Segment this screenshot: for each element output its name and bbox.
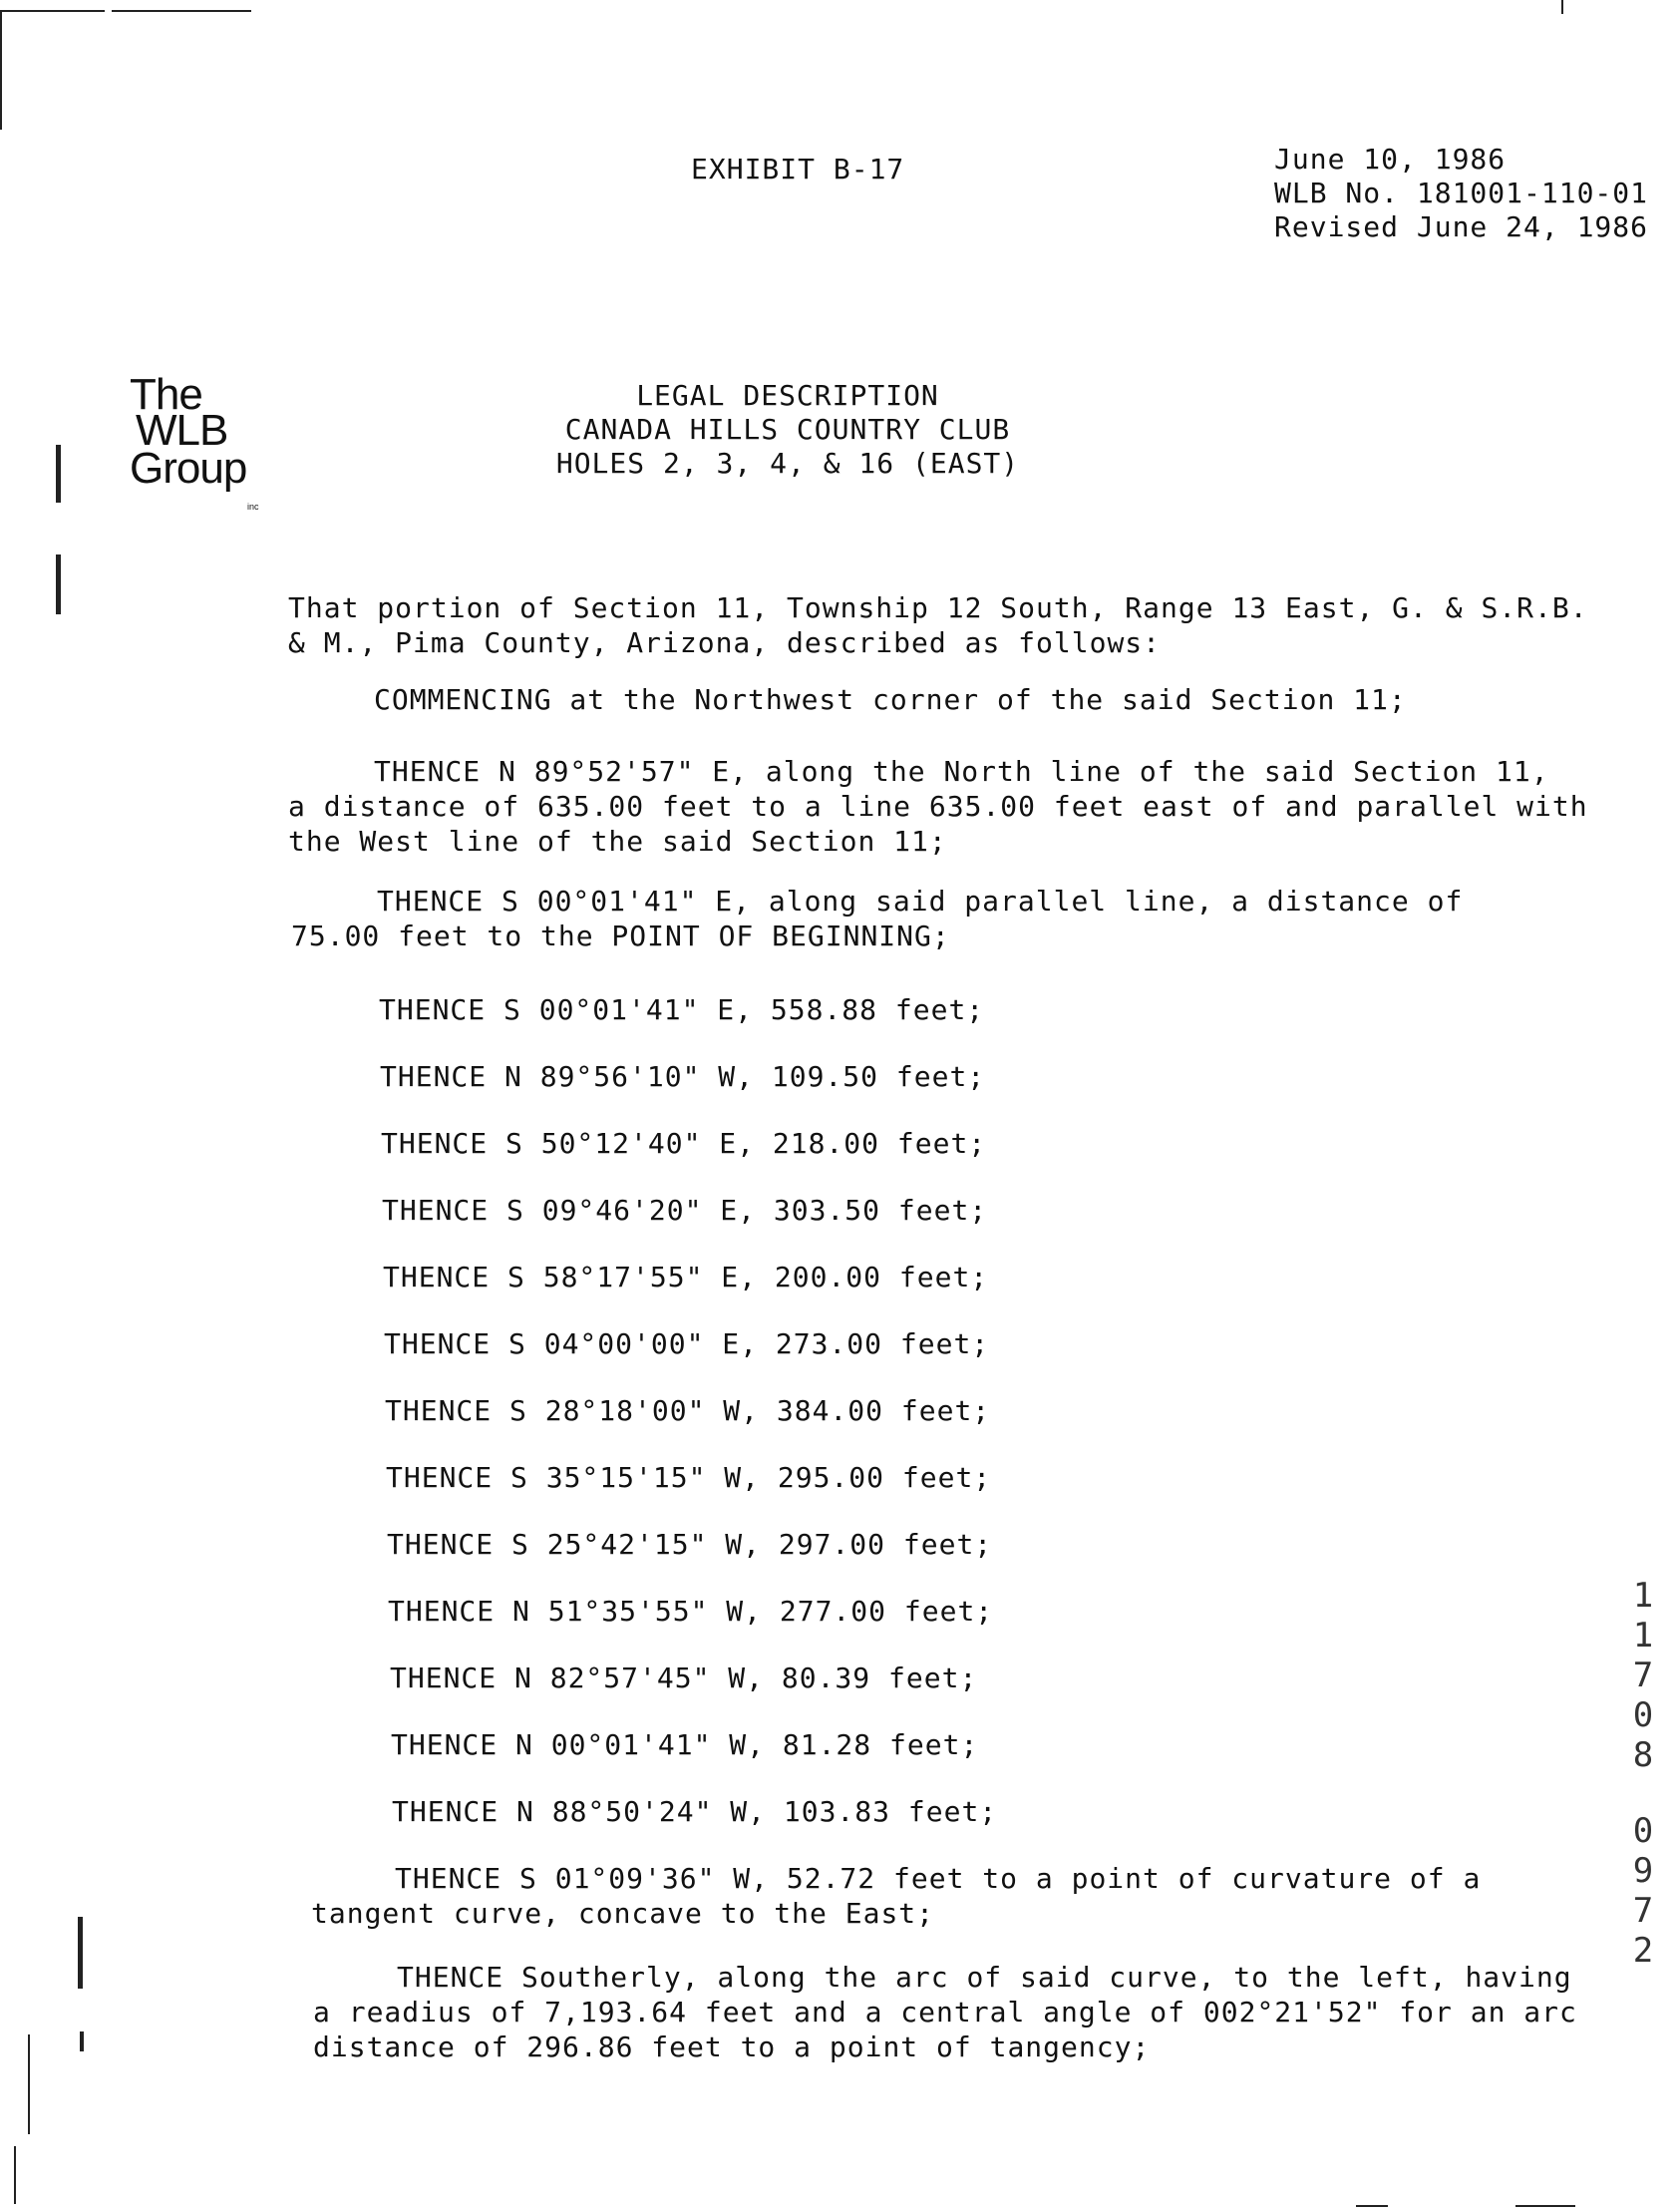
intro-line-2: & M., Pima County, Arizona, described as follows:	[288, 626, 1162, 659]
call-line: THENCE S 58°17'55" E, 200.00 feet;	[383, 1261, 989, 1293]
recording-stamp	[1623, 1576, 1663, 1971]
call-line: THENCE S 50°12'40" E, 218.00 feet;	[381, 1127, 987, 1160]
scan-border-top-right	[1561, 0, 1563, 14]
pob-line-2: 75.00 feet to the POINT OF BEGINNING;	[291, 920, 950, 952]
title-line-1: LEGAL DESCRIPTION	[636, 379, 939, 412]
scan-mark-left-2	[56, 554, 61, 614]
arc-line-3: distance of 296.86 feet to a point of tangency;	[313, 2030, 1151, 2063]
revised-date: Revised June 24, 1986	[1274, 210, 1649, 243]
document-title	[538, 379, 1037, 481]
stamp-digit: 0	[1632, 1811, 1654, 1851]
curve-point-paragraph	[311, 1861, 1481, 1931]
stamp-digit: 8	[1632, 1735, 1654, 1775]
wlb-group-logo	[128, 370, 297, 512]
call-line: THENCE N 51°35'55" W, 277.00 feet;	[388, 1595, 994, 1628]
call-line: THENCE N 89°56'10" W, 109.50 feet;	[380, 1060, 986, 1093]
call-line: THENCE S 09°46'20" E, 303.50 feet;	[382, 1194, 988, 1227]
stamp-digit: 1	[1632, 1616, 1654, 1656]
logo-line-wlb: WLB	[136, 406, 228, 455]
scan-mark-bottom-2	[1515, 2205, 1575, 2207]
logo-line-group: Group	[130, 444, 247, 493]
intro-line-1: That portion of Section 11, Township 12 South, Range 13 East, G. & S.R.B.	[288, 591, 1588, 624]
commencing-paragraph: COMMENCING at the Northwest corner of the said Section 11;	[374, 683, 1407, 716]
stamp-digit: 0	[1632, 1695, 1654, 1735]
stamp-digit: 7	[1632, 1656, 1654, 1695]
call-line: THENCE N 00°01'41" W, 81.28 feet;	[391, 1728, 979, 1761]
intro-paragraph	[288, 590, 1588, 660]
logo-line-the: The	[130, 370, 202, 419]
stamp-digit: 2	[1632, 1931, 1654, 1971]
curve-point-line-2: tangent curve, concave to the East;	[311, 1897, 935, 1930]
thence-north-line-1: THENCE N 89°52'57" E, along the North line of the said Section 11,	[374, 755, 1549, 788]
thence-north-line-3: the West line of the said Section 11;	[288, 825, 947, 858]
scan-mark-left-5	[28, 2034, 30, 2134]
scan-border-left	[0, 10, 2, 130]
pob-line-1: THENCE S 00°01'41" E, along said parallel line, a distance of	[377, 885, 1464, 918]
scan-mark-left-1	[56, 445, 61, 503]
date-block	[1274, 143, 1648, 244]
scan-mark-left-3	[78, 1917, 83, 1989]
scan-mark-left-6	[14, 2146, 16, 2204]
thence-north-line-2: a distance of 635.00 feet to a line 635.00 feet east of and parallel with	[288, 790, 1588, 823]
scan-border-top-left	[0, 10, 105, 12]
call-line: THENCE S 04°00'00" E, 273.00 feet;	[384, 1327, 990, 1360]
call-line: THENCE S 00°01'41" E, 558.88 feet;	[379, 993, 985, 1026]
wlb-number: WLB No. 181001-110-01	[1274, 177, 1649, 209]
stamp-digit: 7	[1632, 1891, 1654, 1931]
title-line-3: HOLES 2, 3, 4, & 16 (EAST)	[555, 447, 1020, 480]
call-line: THENCE N 82°57'45" W, 80.39 feet;	[390, 1661, 978, 1694]
stamp-digit: 1	[1632, 1576, 1654, 1616]
document-date: June 10, 1986	[1274, 143, 1507, 176]
call-line: THENCE S 35°15'15" W, 295.00 feet;	[386, 1461, 992, 1494]
scan-mark-left-4	[80, 2031, 84, 2051]
call-line: THENCE S 25°42'15" W, 297.00 feet;	[387, 1528, 993, 1561]
scan-border-top	[112, 10, 251, 12]
thence-north-paragraph	[288, 754, 1588, 859]
call-line: THENCE S 28°18'00" W, 384.00 feet;	[385, 1394, 991, 1427]
logo-inc: inc	[247, 502, 259, 512]
call-line: THENCE N 88°50'24" W, 103.83 feet;	[392, 1795, 998, 1828]
title-line-2: CANADA HILLS COUNTRY CLUB	[564, 413, 1011, 446]
point-of-beginning-paragraph	[291, 884, 1463, 953]
scan-mark-bottom-1	[1356, 2205, 1388, 2207]
arc-line-1: THENCE Southerly, along the arc of said curve, to the left, having	[397, 1961, 1572, 1994]
stamp-digit: 9	[1632, 1851, 1654, 1891]
arc-line-2: a readius of 7,193.64 feet and a central angle of 002°21'52" for an arc	[313, 1996, 1577, 2028]
exhibit-label: EXHIBIT B-17	[691, 153, 905, 185]
arc-paragraph	[313, 1960, 1577, 2064]
curve-point-line-1: THENCE S 01°09'36" W, 52.72 feet to a point of curvature of a	[395, 1862, 1482, 1895]
